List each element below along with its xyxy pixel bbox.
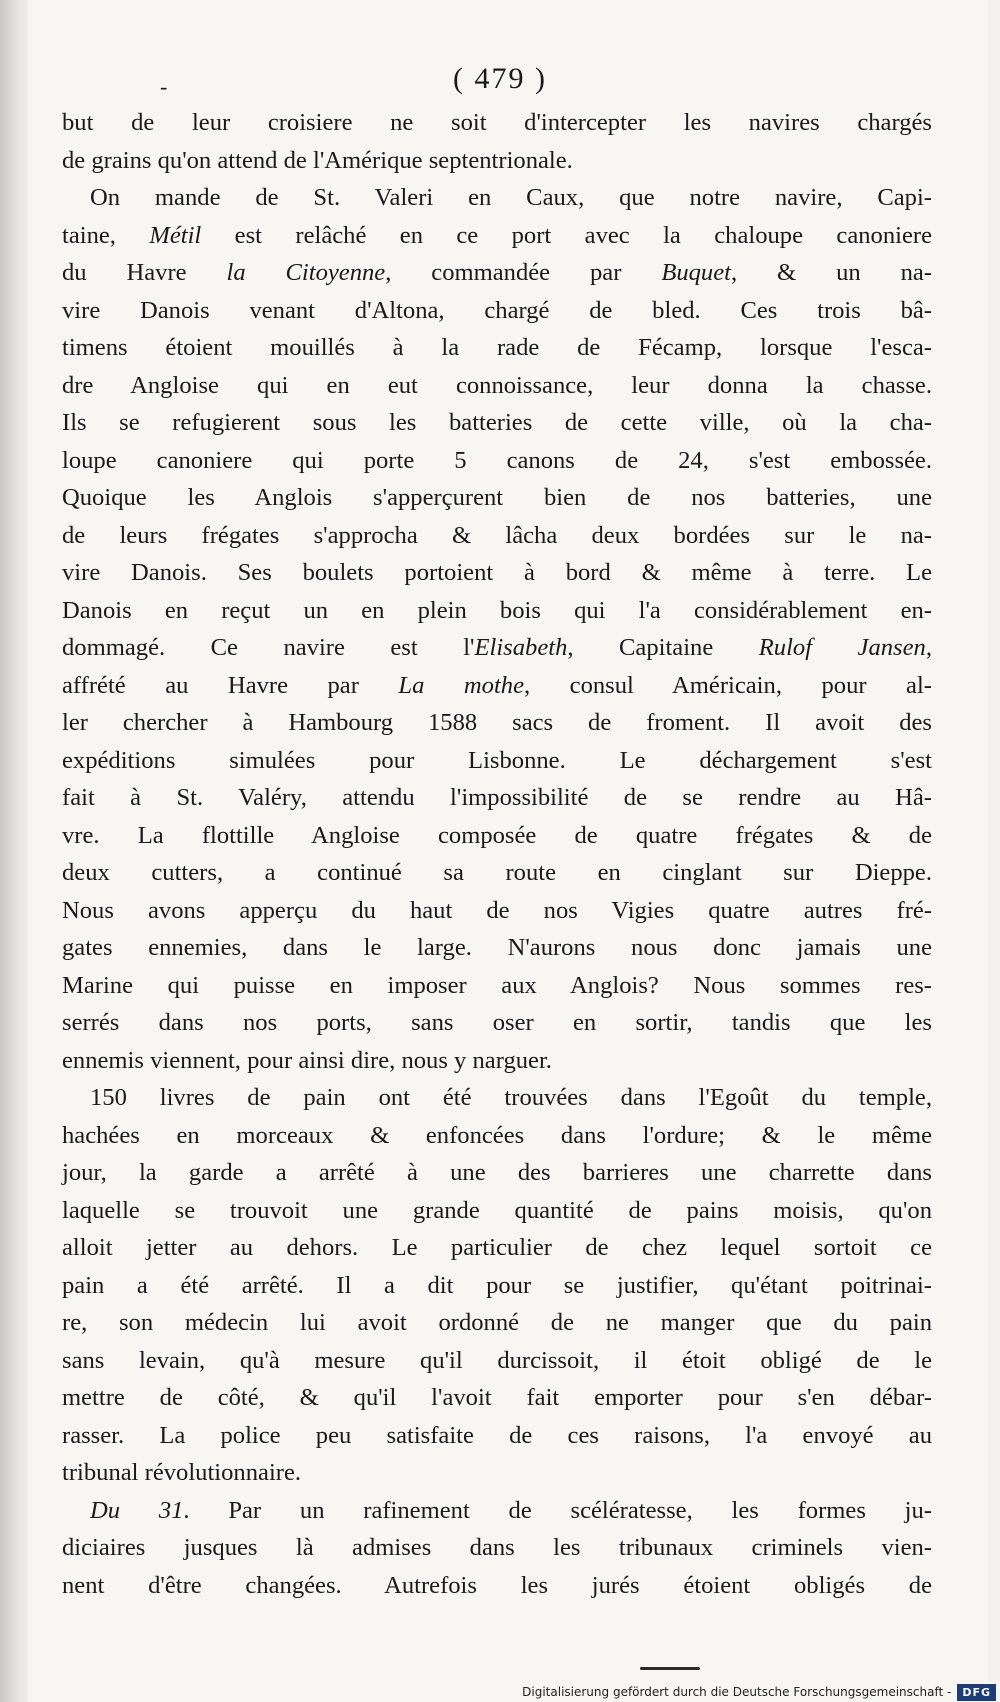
text-run: re, son médecin lui avoit ordonné de ne manger que du pain — [62, 1309, 932, 1336]
text-line — [62, 292, 932, 330]
italic-name: Rulof Jansen — [758, 634, 926, 661]
text-run: On mande de St. Valeri en Caux, que notre navire, Capi- — [90, 184, 932, 211]
text-line — [62, 1304, 932, 1342]
text-line — [62, 104, 932, 142]
text-line — [62, 892, 932, 930]
text-run: de grains qu'on attend de l'Amérique septentrionale. — [62, 146, 573, 174]
text-line — [62, 1454, 932, 1492]
text-run: jour, la garde a arrêté à une des barrieres une charrette dans — [62, 1159, 932, 1186]
text-run: ennemis viennent, pour ainsi dire, nous y narguer. — [62, 1046, 552, 1074]
text-run: dre Angloise qui en eut connoissance, leur donna la chasse. — [62, 371, 932, 399]
text-line — [62, 479, 932, 517]
text-run: sans levain, qu'à mesure qu'il durcissoit, il étoit obligé de le — [62, 1346, 932, 1374]
text-line — [62, 1079, 932, 1117]
text-line — [62, 667, 932, 705]
italic-name: Buquet — [661, 259, 731, 286]
text-run: . Par un rafinement de scélératesse, les formes ju- — [183, 1496, 932, 1524]
text-run: pain a été arrêté. Il a dit pour se justifier, qu'étant poitrinai- — [62, 1271, 932, 1299]
italic-name: Elisabeth — [474, 634, 568, 661]
footer-credit — [516, 1682, 1000, 1702]
text-line — [62, 1529, 932, 1567]
text-run: gates ennemies, dans le large. N'aurons nous donc jamais une — [62, 934, 932, 961]
text-line — [62, 367, 932, 405]
text-line — [62, 1379, 932, 1417]
text-run: nent d'être changées. Autrefois les jurés étoient obligés de — [62, 1571, 932, 1599]
text-line — [62, 517, 932, 555]
text-line — [62, 1567, 932, 1605]
text-line — [62, 929, 932, 967]
text-line — [62, 742, 932, 780]
text-line — [62, 704, 932, 742]
text-run: Nous avons apperçu du haut de nos Vigies quatre autres fré- — [62, 896, 932, 924]
italic-name: Métil — [149, 221, 202, 249]
text-run: Quoique les Anglois s'apperçurent bien de nos batteries, une — [62, 484, 932, 511]
text-line — [62, 817, 932, 855]
text-run: du Havre — [62, 259, 227, 286]
text-run: , consul Américain, pour al- — [524, 671, 932, 699]
text-run: timens étoient mouillés à la rade de Fécamp, lorsque l'esca- — [62, 334, 932, 361]
text-run: Marine qui puisse en imposer aux Anglois? Nous sommes res- — [62, 971, 932, 999]
text-run: est relâché en ce port avec la chaloupe canoniere — [201, 221, 932, 249]
italic-name: Du 31 — [90, 1496, 184, 1524]
text-run: but de leur croisiere ne soit d'intercepter les navires chargés — [62, 109, 932, 136]
text-run: fait à St. Valéry, attendu l'impossibilité de se rendre au Hâ- — [62, 784, 932, 811]
text-line — [62, 1117, 932, 1155]
text-run: taine, — [62, 221, 150, 249]
text-run: mettre de côté, & qu'il l'avoit fait emporter pour s'en débar- — [62, 1384, 932, 1411]
text-run: affrété au Havre par — [62, 671, 399, 699]
text-line — [62, 217, 932, 255]
text-run: deux cutters, a continué sa route en cinglant sur Dieppe. — [62, 859, 932, 886]
text-run: rasser. La police peu satisfaite de ces raisons, l'a envoyé au — [62, 1421, 932, 1449]
text-run: , & un na- — [730, 259, 932, 286]
italic-name: la Citoyenne — [226, 259, 386, 286]
text-line — [62, 1229, 932, 1267]
text-run: Danois en reçut un en plein bois qui l'a considérablement en- — [62, 596, 932, 624]
body-text — [62, 104, 932, 1604]
text-run: 150 livres de pain ont été trouvées dans l'Egoût du temple, — [90, 1084, 932, 1111]
page-number: ( 479 ) — [453, 62, 547, 95]
text-line — [62, 254, 932, 292]
text-run: ler chercher à Hambourg 1588 sacs de froment. Il avoit des — [62, 709, 932, 736]
text-run: alloit jetter au dehors. Le particulier de chez lequel sortoit ce — [62, 1234, 932, 1261]
text-line — [62, 1492, 932, 1530]
text-line — [62, 629, 932, 667]
text-line — [62, 142, 932, 180]
text-run: laquelle se trouvoit une grande quantité de pains moisis, qu'on — [62, 1196, 932, 1224]
text-run: , — [925, 634, 932, 661]
text-line — [62, 1004, 932, 1042]
text-line — [62, 854, 932, 892]
text-line — [62, 1154, 932, 1192]
page-mark: - — [160, 74, 168, 99]
text-run: vire Danois venant d'Altona, chargé de bled. Ces trois bâ- — [62, 296, 932, 324]
text-run: diciaires jusques là admises dans les tribunaux criminels vien- — [62, 1534, 932, 1561]
footer-text: Digitalisierung gefördert durch die Deutsche Forschungsgemeinschaft - — [522, 1685, 952, 1699]
text-line — [62, 1192, 932, 1230]
text-line — [62, 1267, 932, 1305]
text-run: dommagé. Ce navire est l' — [62, 634, 475, 661]
text-run: loupe canoniere qui porte 5 canons de 24, s'est embossée. — [62, 446, 932, 474]
text-line — [62, 1417, 932, 1455]
text-run: vre. La flottille Angloise composée de quatre frégates & de — [62, 821, 932, 849]
text-line — [62, 554, 932, 592]
text-line — [62, 404, 932, 442]
text-run: de leurs frégates s'approcha & lâcha deux bordées sur le na- — [62, 521, 932, 549]
text-run: vire Danois. Ses boulets portoient à bord & même à terre. Le — [62, 559, 932, 586]
text-line — [62, 967, 932, 1005]
catchword-mark — [640, 1667, 700, 1670]
italic-name: La mothe — [398, 671, 525, 699]
text-line — [62, 779, 932, 817]
text-line — [62, 1342, 932, 1380]
text-run: serrés dans nos ports, sans oser en sortir, tandis que les — [62, 1009, 932, 1036]
text-run: tribunal révolutionnaire. — [62, 1459, 302, 1486]
text-line — [62, 592, 932, 630]
dfg-logo: DFG — [957, 1684, 996, 1701]
text-line — [62, 329, 932, 367]
text-line — [62, 442, 932, 480]
text-run: expéditions simulées pour Lisbonne. Le déchargement s'est — [62, 746, 932, 774]
text-line — [62, 179, 932, 217]
text-run: , Capitaine — [567, 634, 759, 661]
text-run: , commandée par — [385, 259, 662, 286]
text-line — [62, 1042, 932, 1080]
text-run: Ils se refugierent sous les batteries de cette ville, où la cha- — [62, 409, 932, 436]
text-run: hachées en morceaux & enfoncées dans l'ordure; & le même — [62, 1121, 932, 1149]
